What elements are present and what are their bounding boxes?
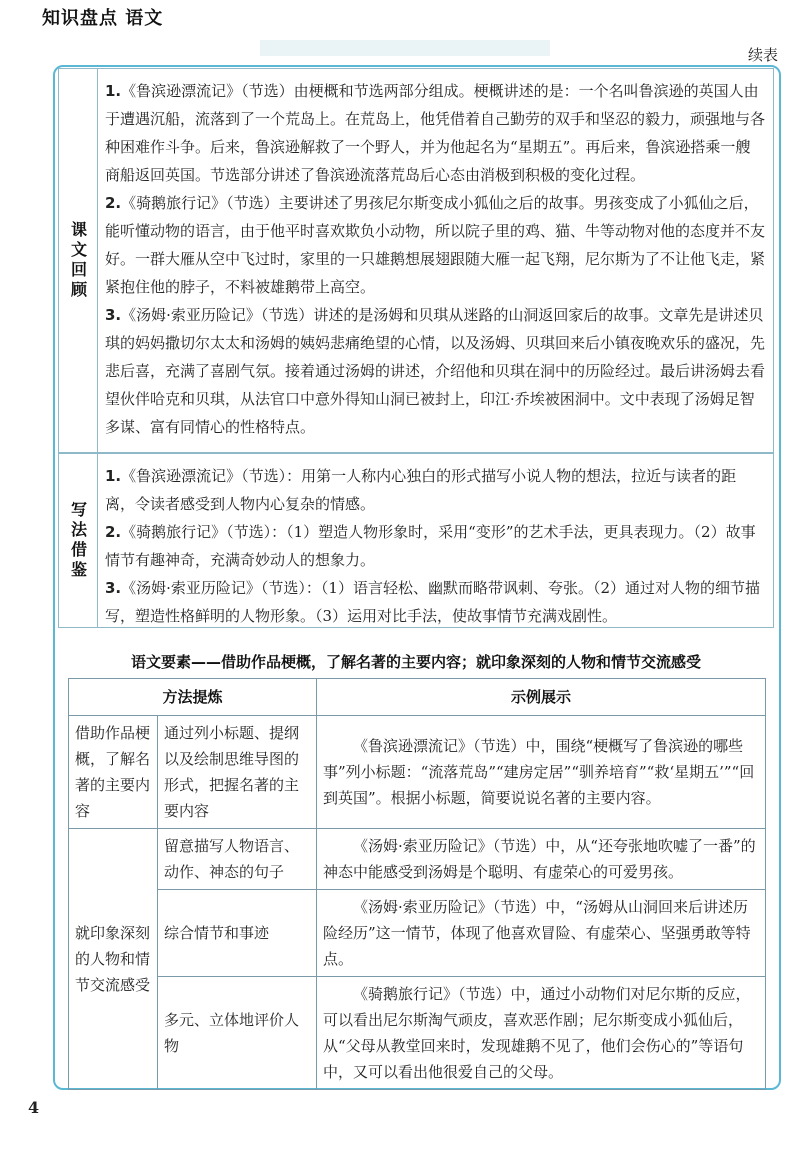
method-cell: 综合情节和事迹 xyxy=(158,890,317,977)
review-section xyxy=(58,68,774,453)
writing-section xyxy=(58,453,774,628)
header-decoration xyxy=(260,40,550,56)
page-header-title: 知识盘点 语文 xyxy=(42,8,164,29)
method-table xyxy=(68,678,766,1090)
table-row xyxy=(69,890,766,977)
goal-cell: 借助作品梗概，了解名著的主要内容 xyxy=(69,716,158,829)
review-item-3: 3.《汤姆·索亚历险记》（节选）讲述的是汤姆和贝琪从迷路的山洞返回家后的故事。文章先是讲述贝琪的妈妈撒切尔太太和汤姆的姨妈悲痛绝望的心情，以及汤姆、贝琪回来后小镇夜晚欢乐的盛况，先悲后喜，充满了喜剧气氛。接着通过汤姆的讲述，介绍他和贝琪在洞中的历险经过。最后讲汤姆去看望伙伴哈克和贝琪，从法官口中意外得知山洞已被封上，印江·乔埃被困洞中。文中表现了汤姆足智多谋、富有同情心的性格特点。 xyxy=(105,306,766,436)
example-cell: 《汤姆·索亚历险记》（节选）中，从“还夸张地吹嘘了一番”的神态中能感受到汤姆是个聪明、有虚荣心的可爱男孩。 xyxy=(317,829,766,890)
goal-cell: 就印象深刻的人物和情节交流感受 xyxy=(69,829,158,1090)
table-header-row xyxy=(69,679,766,716)
method-cell: 通过列小标题、提纲以及绘制思维导图的形式，把握名著的主要内容 xyxy=(158,716,317,829)
review-item-1: 1.《鲁滨逊漂流记》（节选）由梗概和节选两部分组成。梗概讲述的是：一个名叫鲁滨逊的英国人由于遭遇沉船，流落到了一个荒岛上。在荒岛上，他凭借着自己勤劳的双手和坚忍的毅力，顽强地与各种困难作斗争。后来，鲁滨逊解救了一个野人，并为他起名为“星期五”。再后来，鲁滨逊搭乘一艘商船返回英国。节选部分讲述了鲁滨逊流落荒岛后心态由消极到积极的变化过程。 xyxy=(105,82,766,184)
continued-label: 续表 xyxy=(747,46,778,64)
writing-item-3: 3.《汤姆·索亚历险记》（节选）：（1）语言轻松、幽默而略带讽刺、夸张。（2）通过对人物的细节描写，塑造性格鲜明的人物形象。（3）运用对比手法，使故事情节充满戏剧性。 xyxy=(105,579,761,625)
requirement-title: 语文要素——借助作品梗概，了解名著的主要内容；就印象深刻的人物和情节交流感受 xyxy=(130,653,701,671)
column-header-example: 示例展示 xyxy=(317,679,766,716)
table-row xyxy=(69,977,766,1090)
method-cell: 多元、立体地评价人物 xyxy=(158,977,317,1090)
writing-body xyxy=(105,462,765,630)
method-cell: 留意描写人物语言、动作、神态的句子 xyxy=(158,829,317,890)
writing-item-1: 1.《鲁滨逊漂流记》（节选）：用第一人称内心独白的形式描写小说人物的想法，拉近与读者的距离，令读者感受到人物内心复杂的情感。 xyxy=(105,467,737,513)
example-cell: 《骑鹅旅行记》（节选）中，通过小动物们对尼尔斯的反应，可以看出尼尔斯淘气顽皮，喜欢恶作剧；尼尔斯变成小狐仙后，从“父母从教堂回来时，发现雄鹅不见了，他们会伤心的”等语句中，又可以看出他很爱自己的父母。 xyxy=(317,977,766,1090)
writing-item-2: 2.《骑鹅旅行记》（节选）：（1）塑造人物形象时，采用“变形”的艺术手法，更具表现力。（2）故事情节有趣神奇，充满奇妙动人的想象力。 xyxy=(105,523,756,569)
example-cell: 《汤姆·索亚历险记》（节选）中，“汤姆从山洞回来后讲述历险经历”这一情节，体现了他喜欢冒险、有虚荣心、坚强勇敢等特点。 xyxy=(317,890,766,977)
table-row xyxy=(69,829,766,890)
example-cell: 《鲁滨逊漂流记》（节选）中，围绕“梗概写了鲁滨逊的哪些事”列小标题：“流落荒岛”“建房定居”“驯养培育”“救‘星期五’”“回到英国”。根据小标题，简要说说名著的主要内容。 xyxy=(317,716,766,829)
column-header-method: 方法提炼 xyxy=(69,679,317,716)
writing-label: 写法借鉴 xyxy=(59,454,98,627)
review-body xyxy=(105,77,765,441)
page-number: 4 xyxy=(28,1098,40,1117)
review-label: 课文回顾 xyxy=(59,69,98,452)
table-row xyxy=(69,716,766,829)
review-item-2: 2.《骑鹅旅行记》（节选）主要讲述了男孩尼尔斯变成小狐仙之后的故事。男孩变成了小狐仙之后，能听懂动物的语言，由于他平时喜欢欺负小动物，所以院子里的鸡、猫、牛等动物对他的态度并不友好。一群大雁从空中飞过时，家里的一只雄鹅想展翅跟随大雁一起飞翔，尼尔斯为了不让他飞走，紧紧抱住他的脖子，不料被雄鹅带上高空。 xyxy=(105,194,766,296)
